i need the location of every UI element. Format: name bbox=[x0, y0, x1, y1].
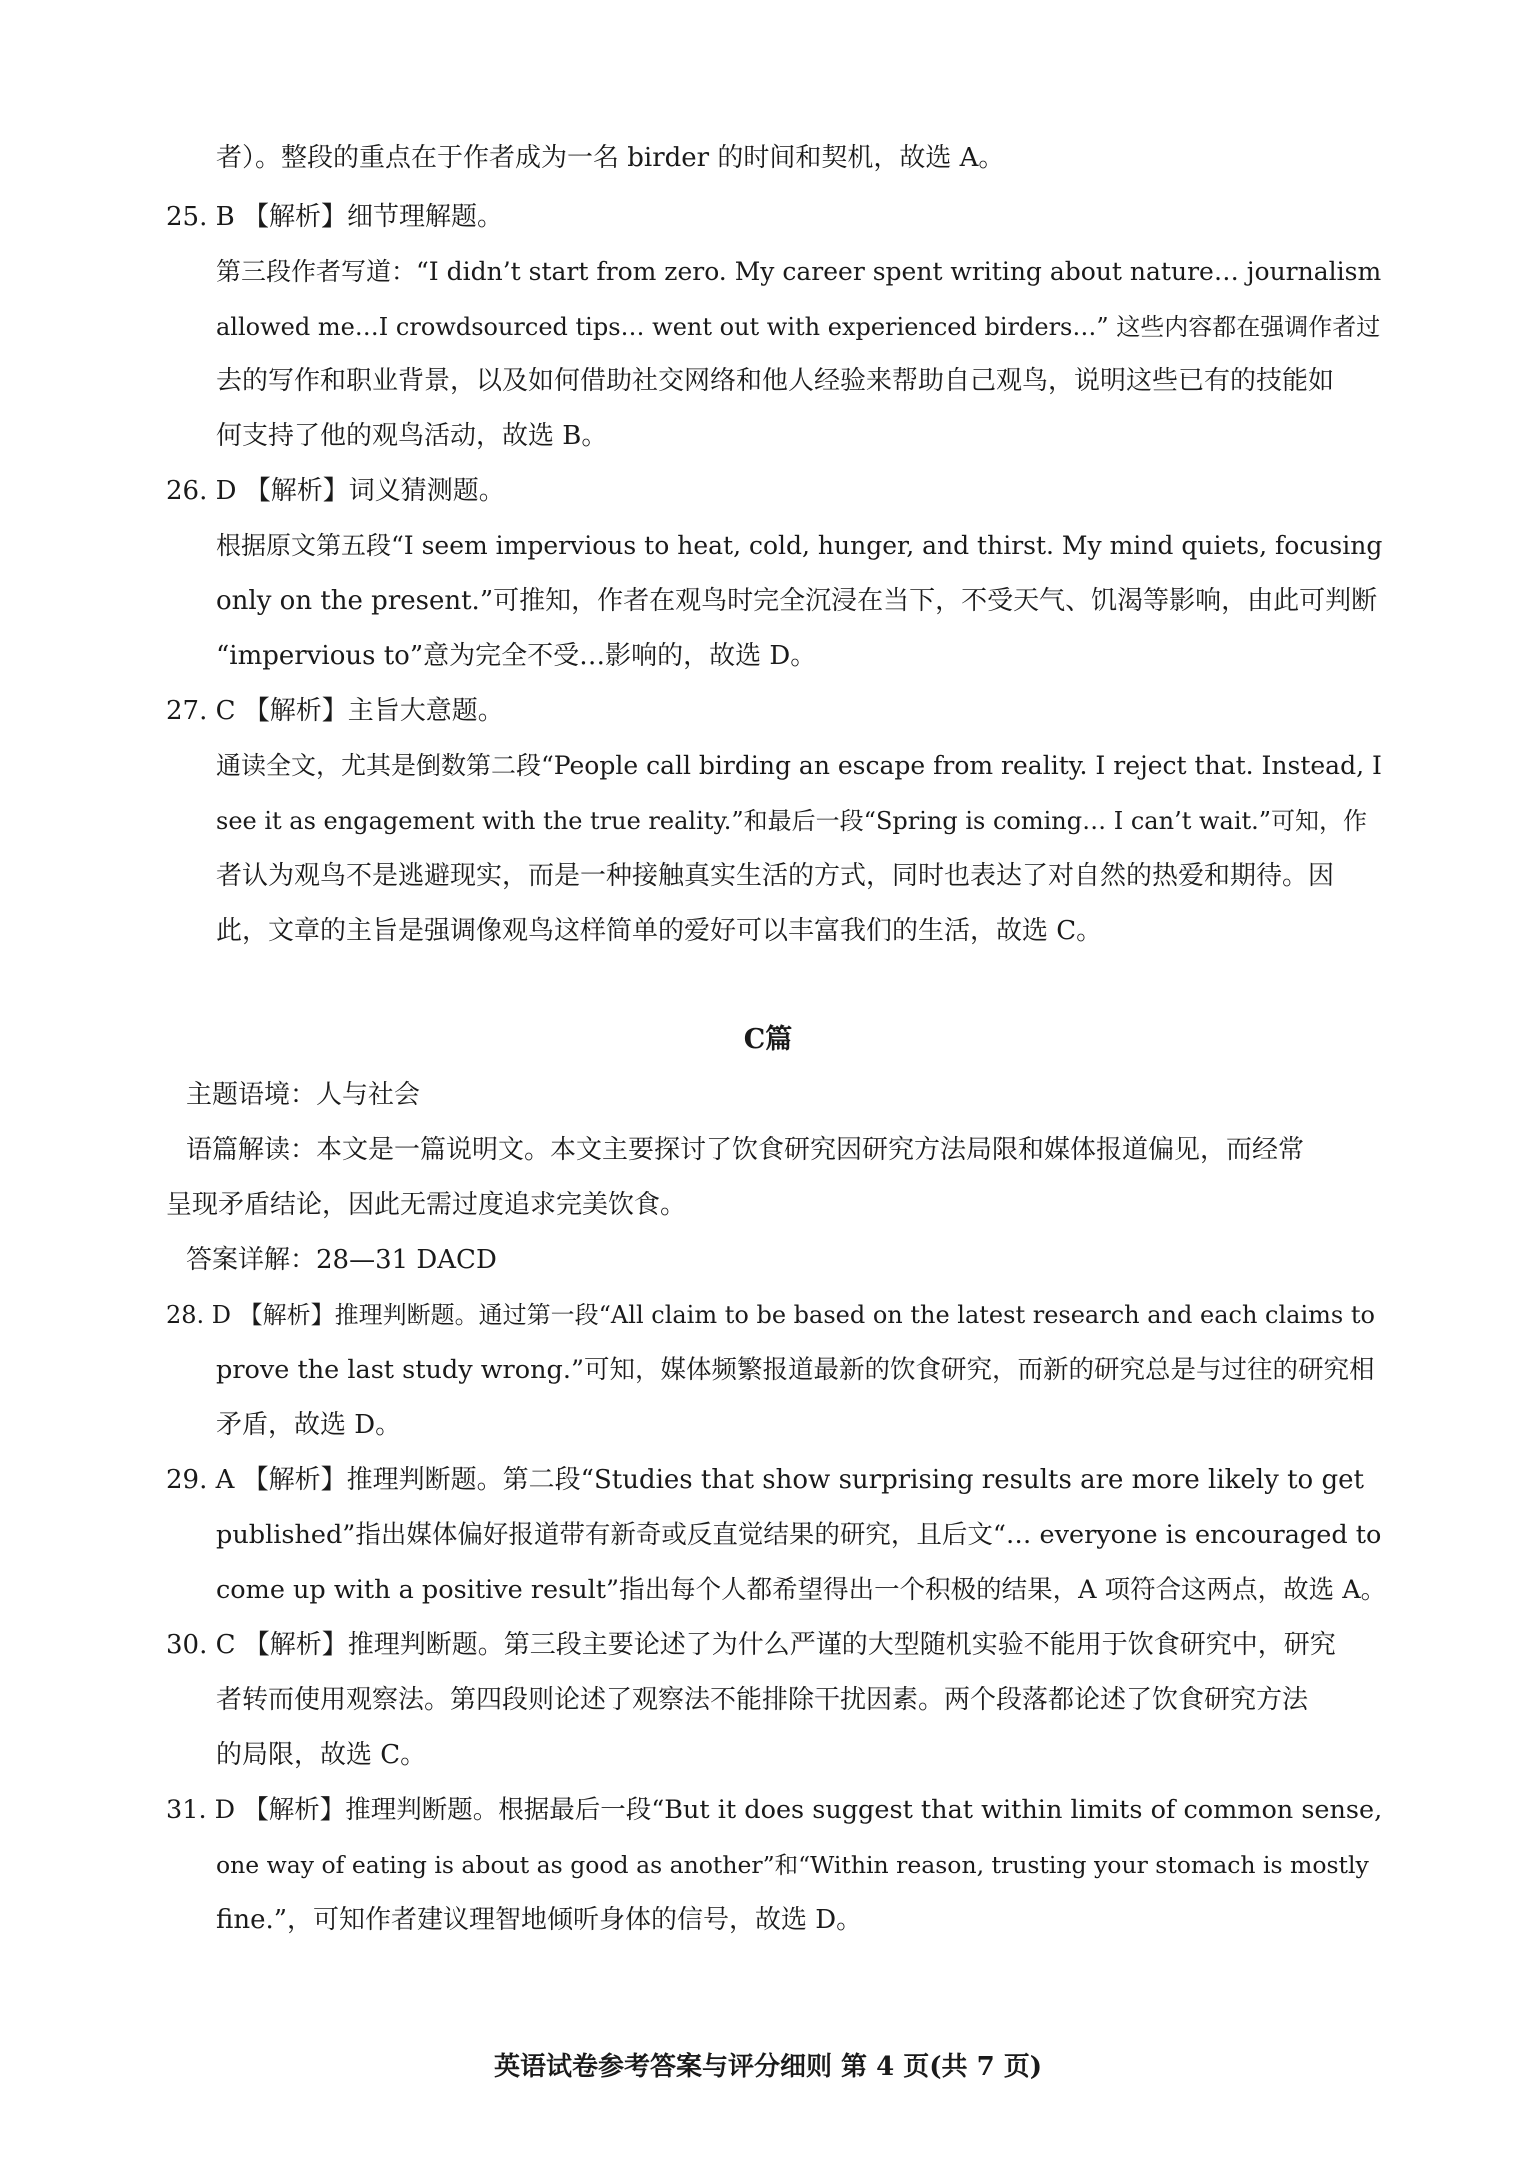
passage-intro: 呈现矛盾结论，因此无需过度追求完美饮食。 bbox=[166, 1190, 687, 1220]
q27-line: see it as engagement with the true reality.”和最后一段“Spring is coming… I can’t wait.”可知，作 bbox=[216, 807, 1368, 835]
q28-line: 28. D 【解析】推理判断题。通过第一段“All claim to be based on the latest research and each claims to bbox=[166, 1301, 1375, 1329]
q30-line: 者转而使用观察法。第四段则论述了观察法不能排除干扰因素。两个段落都论述了饮食研究方法 bbox=[216, 1685, 1309, 1715]
section-c-title: C篇 bbox=[743, 1024, 793, 1055]
theme-context: 主题语境：人与社会 bbox=[186, 1080, 421, 1110]
q28-line: prove the last study wrong.”可知，媒体频繁报道最新的饮食研究，而新的研究总是与过往的研究相 bbox=[216, 1355, 1375, 1385]
q27-line: 者认为观鸟不是逃避现实，而是一种接触真实生活的方式，同时也表达了对自然的热爱和期待。因 bbox=[216, 861, 1335, 891]
q26-line: “impervious to”意为完全不受…影响的，故选 D。 bbox=[216, 641, 817, 671]
q25-heading: 25. B 【解析】细节理解题。 bbox=[166, 202, 503, 232]
q27-line: 此，文章的主旨是强调像观鸟这样简单的爱好可以丰富我们的生活，故选 C。 bbox=[216, 916, 1103, 946]
q31-line: 31. D 【解析】推理判断题。根据最后一段“But it does suggest that within limits of common sense, bbox=[166, 1795, 1383, 1825]
q31-line: one way of eating is about as good as another”和“Within reason, trusting your stomach is mostly bbox=[216, 1851, 1369, 1879]
q28-line: 矛盾，故选 D。 bbox=[216, 1410, 402, 1440]
q27-heading: 27. C 【解析】主旨大意题。 bbox=[166, 696, 504, 726]
q25-line: allowed me…I crowdsourced tips… went out with experienced birders…” 这些内容都在强调作者过 bbox=[216, 313, 1381, 341]
q29-line: 29. A 【解析】推理判断题。第二段“Studies that show surprising results are more likely to get bbox=[166, 1465, 1364, 1495]
passage-intro: 语篇解读：本文是一篇说明文。本文主要探讨了饮食研究因研究方法局限和媒体报道偏见，而经常 bbox=[186, 1135, 1305, 1165]
continued-text: 者）。整段的重点在于作者成为一名 birder 的时间和契机，故选 A。 bbox=[216, 143, 1005, 173]
q25-line: 何支持了他的观鸟活动，故选 B。 bbox=[216, 421, 608, 451]
q30-line: 30. C 【解析】推理判断题。第三段主要论述了为什么严谨的大型随机实验不能用于饮食研究中，研究 bbox=[166, 1630, 1336, 1660]
q26-heading: 26. D 【解析】词义猜测题。 bbox=[166, 476, 505, 506]
q26-line: 根据原文第五段“I seem impervious to heat, cold, hunger, and thirst. My mind quiets, focusing bbox=[216, 531, 1383, 560]
answer-summary: 答案详解：28—31 DACD bbox=[186, 1245, 497, 1275]
page-footer: 英语试卷参考答案与评分细则 第 4 页(共 7 页) bbox=[493, 2052, 1043, 2082]
q29-line: published”指出媒体偏好报道带有新奇或反直觉结果的研究，且后文“… everyone is encouraged to bbox=[216, 1520, 1382, 1550]
q25-line: 去的写作和职业背景，以及如何借助社交网络和他人经验来帮助自己观鸟，说明这些已有的技能如 bbox=[216, 366, 1335, 396]
q31-line: fine.”，可知作者建议理智地倾听身体的信号，故选 D。 bbox=[216, 1905, 863, 1935]
q25-line: 第三段作者写道：“I didn’t start from zero. My career spent writing about nature… journalism bbox=[216, 257, 1382, 286]
q29-line: come up with a positive result”指出每个人都希望得出一个积极的结果，A 项符合这两点，故选 A。 bbox=[216, 1575, 1387, 1605]
q26-line: only on the present.”可推知，作者在观鸟时完全沉浸在当下，不受天气、饥渴等影响，由此可判断 bbox=[216, 586, 1378, 616]
q30-line: 的局限，故选 C。 bbox=[216, 1740, 427, 1770]
q27-line: 通读全文，尤其是倒数第二段“People call birding an escape from reality. I reject that. Instead, I bbox=[216, 751, 1382, 780]
